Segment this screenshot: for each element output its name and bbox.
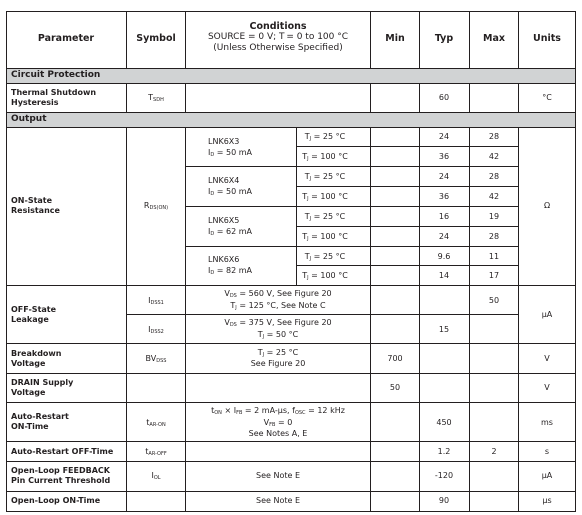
symbol-idss2: $I_{DSS2}$ [148,325,164,335]
offstate-cond1b: $T_J = 125$ °C, See Note C [230,301,326,311]
offstate-units: µA [541,310,553,319]
onstate-max: 17 [488,271,500,280]
thermal-units: °C [542,93,552,102]
border-right [575,11,576,512]
device-current: $I_D = 62$ mA [208,227,252,237]
row-line [6,68,576,69]
offstate-cond2b: $T_J = 50$ °C [257,330,299,340]
onstate-typ: 9.6 [437,252,451,261]
breakdown-cond-b: See Figure 20 [250,359,306,368]
ar-on-cond-b: $V_{FB} = 0$ [263,418,293,428]
symbol-iol: $I_{OL}$ [151,471,161,481]
device-current: $I_D = 82$ mA [208,266,252,276]
temp-cond: $T_J = 100$ °C [302,271,348,281]
ol-on-cond: See Note E [256,496,300,505]
col-line [370,127,371,512]
ol-on-units: µs [542,496,552,505]
temp-cond: $T_J = 25$ °C [304,172,346,182]
section-circuit-protection: Circuit Protection [11,70,101,80]
col-line [185,127,186,512]
param-onstate-2: Resistance [11,206,60,215]
temp-cond: $T_J = 100$ °C [302,232,348,242]
ol-on-typ: 90 [438,496,450,505]
header-conditions-note: (Unless Otherwise Specified) [213,43,343,53]
temp-cond: $T_J = 100$ °C [302,152,348,162]
temp-cond: $T_J = 25$ °C [304,212,346,222]
onstate-max: 11 [488,252,500,261]
row-line [185,246,518,247]
param-thermal-2: Hysteresis [11,98,59,107]
border-left [6,11,7,512]
symbol-bvdss: $BV_{DSS}$ [145,354,167,364]
row-line [6,83,576,84]
col-line [518,127,519,512]
row-line [6,343,576,344]
device-name: LNK6X3 [208,137,240,146]
onstate-max: 19 [488,212,500,221]
header-typ: Typ [434,33,454,44]
param-breakdown-1: Breakdown [11,349,62,358]
ar-off-max: 2 [491,447,497,456]
row-line [6,402,576,403]
ol-fb-typ: -120 [434,471,454,480]
col-line [126,11,127,68]
param-ol-on: Open-Loop ON-Time [11,496,101,505]
ol-fb-units: µA [541,471,553,480]
offstate-typ2: 15 [438,325,450,334]
temp-cond: $T_J = 25$ °C [304,132,346,142]
col-line [370,83,371,112]
breakdown-min: 700 [387,354,403,363]
onstate-max: 42 [488,152,500,161]
device-name: LNK6X6 [208,255,240,264]
col-line [469,127,470,512]
param-ol-fb-1: Open-Loop FEEDBACK [11,466,110,475]
param-breakdown-2: Voltage [11,359,46,368]
row-line [6,511,576,512]
onstate-typ: 24 [438,172,450,181]
header-min: Min [385,33,405,44]
device-name: LNK6X5 [208,216,240,225]
section-band-output [6,112,576,127]
device-name: LNK6X4 [208,176,240,185]
device-current: $I_D = 50$ mA [208,187,252,197]
ar-on-units: ms [541,418,553,427]
offstate-cond1a: $V_{DS} = 560$ V, See Figure 20 [224,289,332,299]
onstate-typ: 24 [438,132,450,141]
onstate-typ: 14 [438,271,450,280]
row-line [296,146,518,147]
offstate-max1: 50 [488,296,500,305]
row-line [296,226,518,227]
drain-min: 50 [389,383,401,392]
param-offstate-2: Leakage [11,315,49,324]
onstate-typ: 16 [438,212,450,221]
header-conditions: Conditions [249,21,307,32]
row-line [126,314,518,315]
onstate-max: 42 [488,192,500,201]
header-max: Max [483,33,505,44]
onstate-typ: 36 [438,192,450,201]
row-line [296,265,518,266]
ar-on-typ: 450 [436,418,452,427]
row-line [185,206,518,207]
onstate-max: 28 [488,172,500,181]
thermal-typ: 60 [438,93,450,102]
row-line [6,373,576,374]
offstate-cond2a: $V_{DS} = 375$ V, See Figure 20 [224,318,332,328]
temp-cond: $T_J = 100$ °C [302,192,348,202]
param-drain-2: Voltage [11,388,46,397]
header-parameter: Parameter [37,33,95,44]
col-line [518,83,519,112]
row-line [6,11,576,12]
col-line [126,83,127,112]
symbol-rdson: $R_{DS(ON)}$ [143,201,169,211]
row-line [6,491,576,492]
col-line [518,11,519,68]
header-units: Units [533,33,561,44]
param-ol-fb-2: Pin Current Threshold [11,476,111,485]
section-output: Output [11,114,47,124]
breakdown-units: V [544,354,550,363]
row-line [185,166,518,167]
col-line [419,127,420,512]
col-line [419,83,420,112]
onstate-units: Ω [543,201,551,210]
param-thermal-1: Thermal Shutdown [11,88,97,97]
onstate-typ: 24 [438,232,450,241]
symbol-tsdh: $T_{SDH}$ [148,93,164,103]
col-line [469,11,470,68]
device-current: $I_D = 50$ mA [208,148,252,158]
row-line [6,441,576,442]
symbol-tar-off: $t_{AR-OFF}$ [145,447,167,457]
drain-units: V [544,383,550,392]
ar-off-typ: 1.2 [437,447,451,456]
header-symbol: Symbol [136,33,176,44]
param-offstate-1: OFF-State [11,305,57,314]
symbol-idss1: $I_{DSS1}$ [148,296,164,306]
ar-on-cond-c: See Notes A, E [248,429,308,438]
symbol-tar-on: $t_{AR-ON}$ [146,418,166,428]
ol-fb-cond: See Note E [256,471,300,480]
param-ar-on-2: ON-Time [11,422,49,431]
breakdown-cond-a: $T_J = 25$ °C [257,348,299,358]
param-ar-off: Auto-Restart OFF-Time [11,447,114,456]
temp-cond: $T_J = 25$ °C [304,252,346,262]
param-onstate-1: ON-State [11,196,53,205]
header-conditions-range: SOURCE = 0 V; T = 0 to 100 °C [207,32,349,42]
col-line [469,83,470,112]
row-line [6,461,576,462]
row-line [296,186,518,187]
param-ar-on-1: Auto-Restart [11,412,69,421]
row-line [6,112,576,113]
onstate-max: 28 [488,132,500,141]
row-line [6,285,576,286]
col-line [126,127,127,512]
onstate-typ: 36 [438,152,450,161]
onstate-max: 28 [488,232,500,241]
ar-off-units: s [544,447,550,456]
col-line [185,11,186,68]
row-line [6,127,576,128]
param-drain-1: DRAIN Supply [11,378,74,387]
col-line [370,11,371,68]
col-line [185,83,186,112]
col-line [419,11,420,68]
ar-on-cond-a: $t_{ON} \times I_{FB} = 2$ mA-µs, $f_{OSC} = 12$ kHz [211,406,345,416]
